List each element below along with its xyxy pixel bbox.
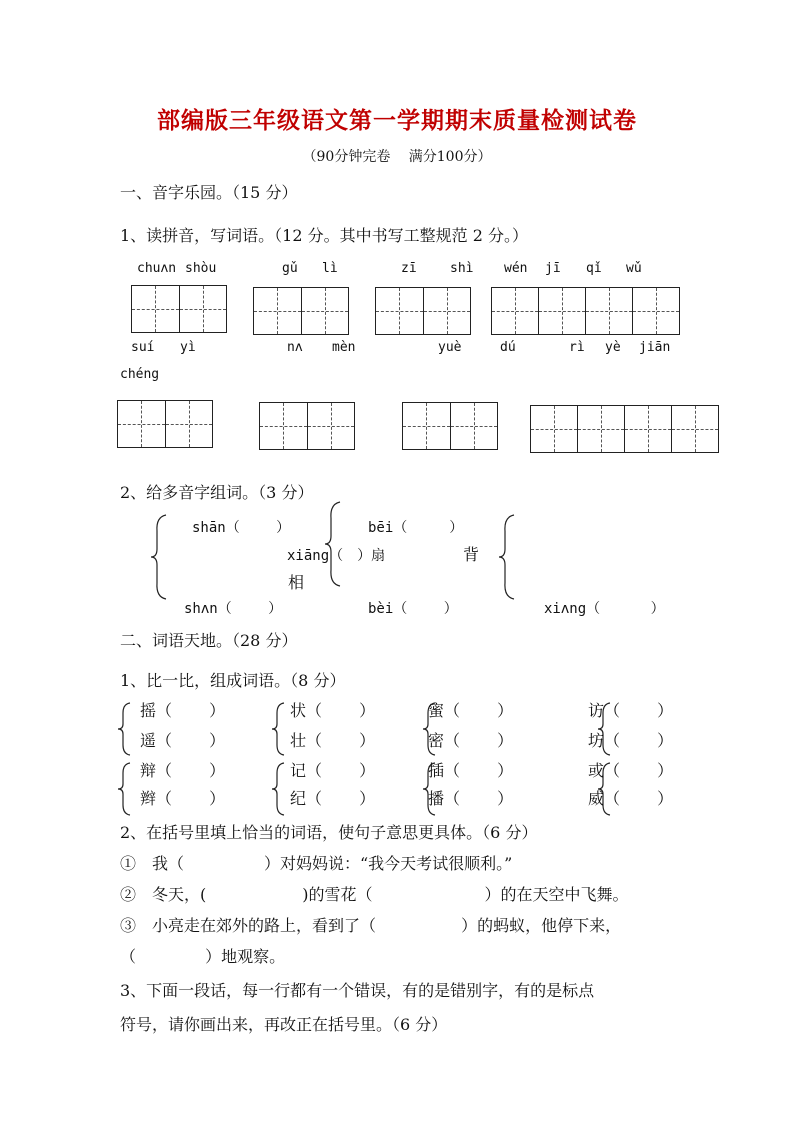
fill-sentence: （ ）地观察。 [120, 947, 286, 966]
pinyin: chuʌn [137, 261, 177, 276]
pinyin: shòu [185, 261, 217, 276]
writing-grid[interactable] [131, 285, 227, 333]
brace [498, 515, 516, 599]
pinyin: chéng [120, 367, 160, 382]
pinyin: nʌ [287, 340, 303, 355]
compare-item: 威（ ） [588, 789, 674, 808]
writing-grid[interactable] [117, 400, 213, 448]
writing-grid[interactable] [259, 402, 355, 450]
exam-info: （90分钟完卷 满分100分） [302, 149, 492, 165]
compare-item: 播（ ） [428, 789, 514, 808]
compare-item: 密（ ） [428, 731, 514, 750]
pinyin: wǔ [626, 261, 642, 276]
polyphone-item: bēi（ ） [368, 520, 464, 536]
polyphone-item: bèi（ ） [368, 601, 458, 617]
compare-item: 摇（ ） [140, 701, 226, 720]
brace [324, 502, 342, 586]
pinyin: dú [500, 340, 516, 355]
polyphone-char: 相 [288, 573, 305, 592]
brace [118, 703, 132, 755]
brace [150, 515, 168, 599]
compare-item: 遥（ ） [140, 731, 226, 750]
writing-grid[interactable] [402, 402, 498, 450]
pinyin: gǔ [282, 261, 298, 276]
q1-heading: 1、比一比，组成词语。（8 分） [120, 671, 346, 690]
polyphone-item: xiāng（ ）扇 [287, 548, 386, 564]
pinyin: jiān [639, 340, 671, 355]
polyphone-char: 背 [463, 545, 480, 564]
brace [272, 703, 286, 755]
pinyin: jī [545, 261, 561, 276]
compare-item: 坊（ ） [588, 731, 674, 750]
q3-instruction: 3、下面一段话，每一行都有一个错误，有的是错别字，有的是标点 [120, 981, 595, 1000]
polyphone-item: xiʌng（ ） [544, 601, 665, 617]
compare-item: 辫（ ） [140, 789, 226, 808]
q2-heading: 2、在括号里填上恰当的词语，使句子意思更具体。（6 分） [120, 823, 538, 842]
writing-grid[interactable] [530, 405, 719, 453]
pinyin: qǐ [586, 261, 602, 276]
compare-item: 蜜（ ） [428, 701, 514, 720]
brace [272, 763, 286, 815]
pinyin: wén [504, 261, 528, 276]
pinyin: suí [131, 340, 155, 355]
brace [118, 763, 132, 815]
pinyin: lì [322, 261, 338, 276]
pinyin: zī [401, 261, 417, 276]
pinyin: yè [605, 340, 621, 355]
pinyin: shì [450, 261, 474, 276]
writing-grid[interactable] [253, 287, 349, 335]
pinyin: mèn [332, 340, 356, 355]
writing-grid[interactable] [491, 287, 680, 335]
fill-sentence: ② 冬天，( )的雪花（ ）的在天空中飞舞。 [120, 885, 629, 904]
polyphone-item: shʌn（ ） [184, 601, 283, 617]
section1-heading: 一、音字乐园。（15 分） [120, 183, 298, 202]
pinyin: yì [180, 340, 196, 355]
page-title: 部编版三年级语文第一学期期末质量检测试卷 [157, 107, 637, 134]
compare-item: 辩（ ） [140, 761, 226, 780]
q3-instruction: 符号，请你画出来，再改正在括号里。（6 分） [120, 1015, 448, 1034]
compare-item: 壮（ ） [290, 731, 376, 750]
writing-grid[interactable] [375, 287, 471, 335]
q1-heading: 1、读拼音，写词语。（12 分。其中书写工整规范 2 分。） [120, 226, 528, 245]
compare-item: 插（ ） [428, 761, 514, 780]
compare-item: 状（ ） [290, 701, 376, 720]
q2-heading: 2、给多音字组词。（3 分） [120, 483, 314, 502]
polyphone-item: shān（ ） [192, 520, 291, 536]
compare-item: 纪（ ） [290, 789, 376, 808]
fill-sentence: ③ 小亮走在郊外的路上，看到了（ ）的蚂蚁，他停下来， [120, 916, 622, 935]
compare-item: 记（ ） [290, 761, 376, 780]
section2-heading: 二、词语天地。（28 分） [120, 631, 298, 650]
compare-item: 访（ ） [588, 701, 674, 720]
fill-sentence: ① 我（ ）对妈妈说：“我今天考试很顺利。” [120, 854, 513, 873]
pinyin: rì [569, 340, 585, 355]
pinyin: yuè [438, 340, 462, 355]
compare-item: 或（ ） [588, 761, 674, 780]
